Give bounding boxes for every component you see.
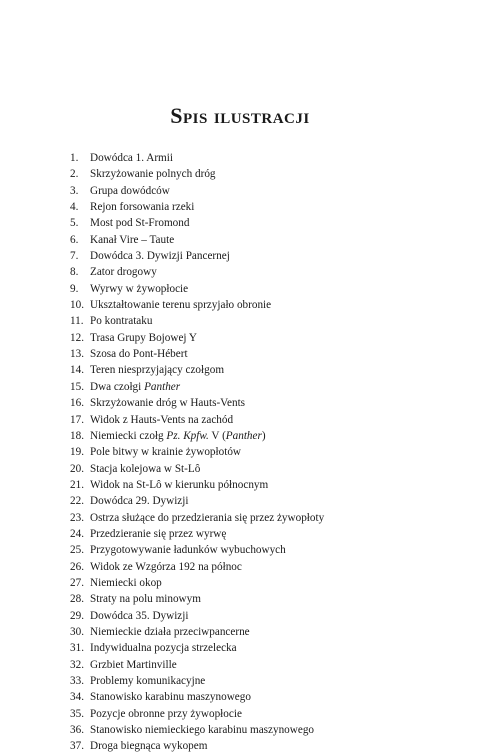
item-label [90, 348, 188, 360]
list-item [70, 264, 430, 280]
label-text: Niemiecki czołg [90, 429, 167, 442]
label-text: Rejon forsowania rzeki [90, 201, 195, 214]
list-item [70, 657, 430, 673]
item-label [90, 642, 237, 654]
list-item [70, 542, 430, 558]
item-label [90, 185, 170, 197]
item-label [90, 659, 177, 671]
label-text: Pole bitwy w krainie żywopłotów [90, 446, 242, 459]
item-label [90, 463, 200, 475]
label-text: Grupa dowódców [90, 184, 170, 197]
list-item [70, 461, 430, 477]
list-item [70, 395, 430, 411]
item-number: 18. [70, 429, 84, 442]
item-label [90, 446, 241, 458]
list-item [70, 346, 430, 362]
list-item [70, 559, 430, 575]
item-number: 23. [70, 511, 84, 524]
list-item [70, 166, 430, 182]
list-item [70, 183, 430, 199]
list-item [70, 379, 430, 395]
item-label [90, 593, 201, 605]
item-label [90, 740, 207, 752]
list-item [70, 738, 430, 754]
item-number: 4. [70, 201, 79, 214]
item-label [90, 577, 162, 589]
label-text: Dowódca 3. Dywizji Pancernej [90, 250, 230, 263]
label-text: Straty na polu minowym [90, 593, 201, 606]
list-item [70, 493, 430, 509]
list-item [70, 624, 430, 640]
item-number: 12. [70, 331, 84, 344]
list-item [70, 428, 430, 444]
list-item [70, 362, 430, 378]
item-label [90, 217, 189, 229]
label-text: Widok ze Wzgórza 192 na północ [90, 560, 242, 573]
list-item [70, 706, 430, 722]
item-label [90, 283, 188, 295]
item-label [90, 299, 271, 311]
item-number: 13. [70, 348, 84, 361]
label-text: Dwa czołgi [90, 380, 145, 393]
item-number: 19. [70, 446, 84, 459]
item-label [90, 234, 174, 246]
item-label [90, 397, 245, 409]
item-label [90, 201, 194, 213]
label-text: Przedzieranie się przez wyrwę [90, 527, 227, 540]
item-label [90, 250, 230, 262]
item-label [90, 430, 266, 442]
label-text: Widok z Hauts-Vents na zachód [90, 413, 234, 426]
item-label [90, 332, 197, 344]
item-number: 32. [70, 658, 84, 671]
label-text: Stanowisko karabinu maszynowego [90, 691, 251, 704]
item-number: 30. [70, 625, 84, 638]
item-number: 15. [70, 380, 84, 393]
label-text: Skrzyżowanie polnych dróg [90, 168, 216, 181]
list-item [70, 575, 430, 591]
list-item [70, 330, 430, 346]
list-item [70, 477, 430, 493]
italic-text: Panther [144, 380, 181, 393]
list-item [70, 591, 430, 607]
list-item [70, 248, 430, 264]
list-item [70, 689, 430, 705]
item-number: 1. [70, 152, 79, 164]
item-label [90, 152, 173, 164]
label-text: Ukształtowanie terenu sprzyjało obronie [90, 299, 272, 312]
item-number: 26. [70, 560, 84, 573]
label-text: Wyrwy w żywopłocie [90, 282, 189, 295]
list-item [70, 444, 430, 460]
item-number: 21. [70, 478, 84, 491]
label-text: Skrzyżowanie dróg w Hauts-Vents [90, 397, 246, 410]
item-label [90, 512, 324, 524]
item-number: 14. [70, 364, 84, 377]
label-text: Problemy komunikacyjne [90, 675, 206, 687]
item-label [90, 266, 157, 278]
item-label [90, 414, 233, 426]
item-number: 31. [70, 642, 84, 655]
list-item [70, 232, 430, 248]
label-text: Szosa do Pont-Hébert [90, 348, 188, 361]
item-label [90, 724, 314, 736]
label-text: Ostrza służące do przedzierania się przez żywopłoty [90, 511, 325, 524]
list-item [70, 412, 430, 428]
label-text: Zator drogowy [90, 266, 157, 279]
item-label [90, 479, 268, 491]
italic-text: Pz. Kpfw. [166, 429, 209, 442]
item-number: 10. [70, 299, 84, 312]
label-text: Przygotowywanie ładunków wybuchowych [90, 544, 286, 557]
label-text: Indywidualna pozycja strzelecka [90, 642, 237, 655]
item-number: 17. [70, 413, 84, 426]
label-text: Widok na St-Lô w kierunku północnym [90, 478, 269, 491]
item-label [90, 708, 242, 720]
item-number: 22. [70, 495, 84, 508]
list-item [70, 526, 430, 542]
item-number: 5. [70, 217, 79, 230]
label-text: Droga biegnąca wykopem [90, 740, 208, 753]
item-number: 25. [70, 544, 84, 557]
list-item [70, 199, 430, 215]
list-item [70, 313, 430, 329]
list-item [70, 297, 430, 313]
item-label [90, 675, 205, 687]
list-item [70, 510, 430, 526]
item-label [90, 626, 250, 638]
item-number: 16. [70, 397, 84, 410]
list-item [70, 673, 430, 689]
item-label [90, 495, 189, 507]
label-text: ) [261, 429, 266, 442]
label-text: Teren niesprzyjający czołgom [90, 364, 225, 377]
label-text: Dowódca 35. Dywizji [90, 609, 189, 622]
label-text: Trasa Grupy Bojowej Y [90, 331, 198, 344]
illustration-list [70, 150, 430, 755]
item-number: 27. [70, 576, 84, 589]
item-label [90, 168, 216, 180]
item-label [90, 561, 242, 573]
item-number: 28. [70, 593, 84, 606]
list-item [70, 215, 430, 231]
item-label [90, 364, 224, 376]
item-number: 29. [70, 609, 84, 622]
label-text: Most pod St-Fromond [90, 217, 190, 230]
label-text: Po kontrataku [90, 315, 153, 328]
label-text: V ( [208, 429, 226, 442]
item-number: 24. [70, 527, 84, 540]
item-label [90, 528, 226, 540]
list-item [70, 722, 430, 738]
item-label [90, 381, 180, 393]
label-text: Niemieckie działa przeciwpancerne [90, 625, 250, 638]
label-text: Niemiecki okop [90, 576, 162, 589]
label-text: Pozycje obronne przy żywopłocie [90, 707, 242, 720]
list-item [70, 608, 430, 624]
list-item [70, 281, 430, 297]
label-text: Dowódca 1. Armii [90, 152, 173, 164]
item-number: 37. [70, 740, 84, 753]
page-title: Spis ilustracji [170, 103, 310, 128]
item-number: 34. [70, 691, 84, 704]
label-text: Stacja kolejowa w St-Lô [90, 462, 201, 475]
item-number: 2. [70, 168, 79, 181]
item-label [90, 691, 251, 703]
item-number: 20. [70, 462, 84, 475]
item-number: 33. [70, 675, 84, 687]
item-number: 9. [70, 282, 79, 295]
item-number: 11. [70, 315, 84, 328]
label-text: Grzbiet Martinville [90, 658, 177, 671]
label-text: Stanowisko niemieckiego karabinu maszynowego [90, 724, 315, 737]
item-number: 7. [70, 250, 79, 263]
label-text: Dowódca 29. Dywizji [90, 495, 189, 508]
list-item [70, 150, 430, 166]
list-item [70, 640, 430, 656]
item-number: 36. [70, 724, 84, 737]
item-number: 6. [70, 233, 79, 246]
item-label [90, 610, 189, 622]
item-label [90, 544, 286, 556]
item-label [90, 315, 152, 327]
item-number: 8. [70, 266, 79, 279]
item-number: 3. [70, 184, 79, 197]
label-text: Kanał Vire – Taute [90, 233, 175, 246]
italic-text: Panther [225, 429, 262, 442]
item-number: 35. [70, 707, 84, 720]
